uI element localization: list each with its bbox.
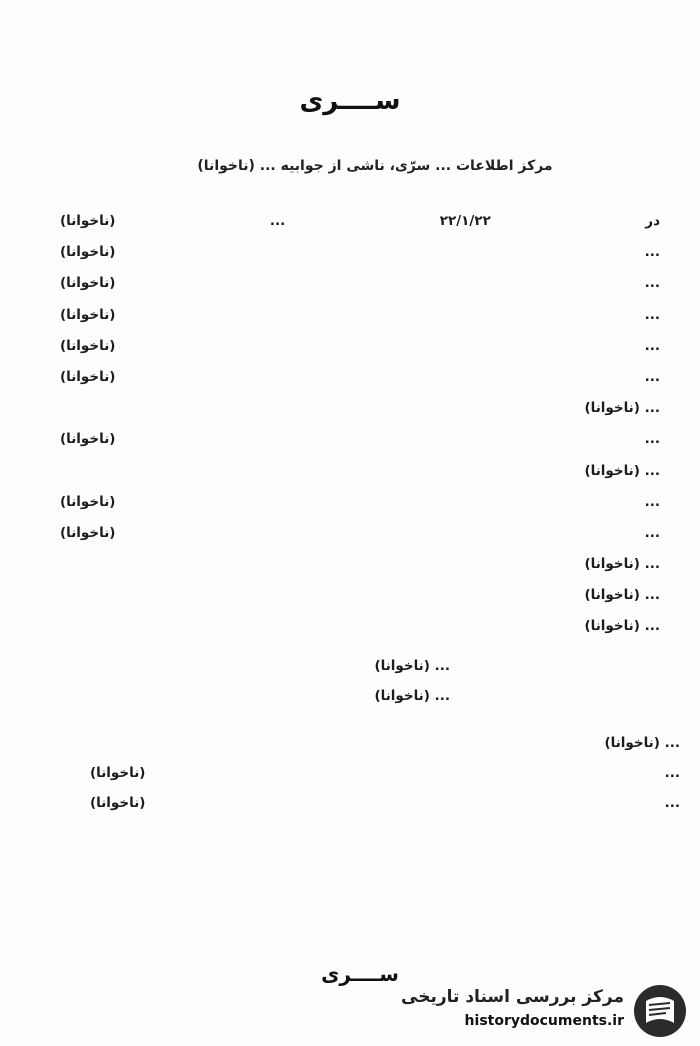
note-line: ... (ناخوانا) bbox=[90, 765, 680, 781]
body-line: ... (ناخوانا) bbox=[60, 337, 660, 354]
archive-name: مرکز بررسی اسناد تاریخی bbox=[401, 987, 624, 1007]
notes-block bbox=[90, 728, 680, 818]
closing-line: ... (ناخوانا) bbox=[374, 658, 450, 674]
body-line: ... (ناخوانا) bbox=[60, 431, 660, 448]
body-line: ... (ناخوانا) bbox=[584, 556, 660, 573]
note-line: ... (ناخوانا) bbox=[604, 735, 680, 751]
closing-block bbox=[130, 651, 450, 711]
classification-header: ســــری bbox=[299, 86, 401, 116]
document-scroll-icon bbox=[632, 983, 688, 1039]
body-line: ... (ناخوانا) bbox=[584, 400, 660, 417]
subject-line: مرکز اطلاعات ... سرّی، ناشی از جوابیه ... (ناخوانا) bbox=[197, 158, 553, 174]
body-line: ... (ناخوانا) bbox=[60, 493, 660, 510]
body-line: ... (ناخوانا) bbox=[60, 524, 660, 541]
body-line: ... (ناخوانا) bbox=[60, 368, 660, 385]
body-line: ... (ناخوانا) bbox=[584, 587, 660, 604]
note-line: ... (ناخوانا) bbox=[90, 795, 680, 811]
body-line: ... (ناخوانا) bbox=[60, 306, 660, 323]
classification-footer: ســــری bbox=[321, 962, 399, 986]
body-line: ... (ناخوانا) bbox=[584, 462, 660, 479]
archive-url: historydocuments.ir bbox=[464, 1013, 624, 1029]
document-body bbox=[60, 206, 660, 643]
body-line: ... (ناخوانا) bbox=[584, 618, 660, 635]
body-line: ... (ناخوانا) bbox=[60, 244, 660, 261]
archive-watermark bbox=[401, 983, 688, 1039]
body-line: در ۲۲/۱/۲۲ ... (ناخوانا) bbox=[60, 213, 660, 229]
body-line: ... (ناخوانا) bbox=[60, 275, 660, 292]
closing-line: ... (ناخوانا) bbox=[374, 688, 450, 704]
